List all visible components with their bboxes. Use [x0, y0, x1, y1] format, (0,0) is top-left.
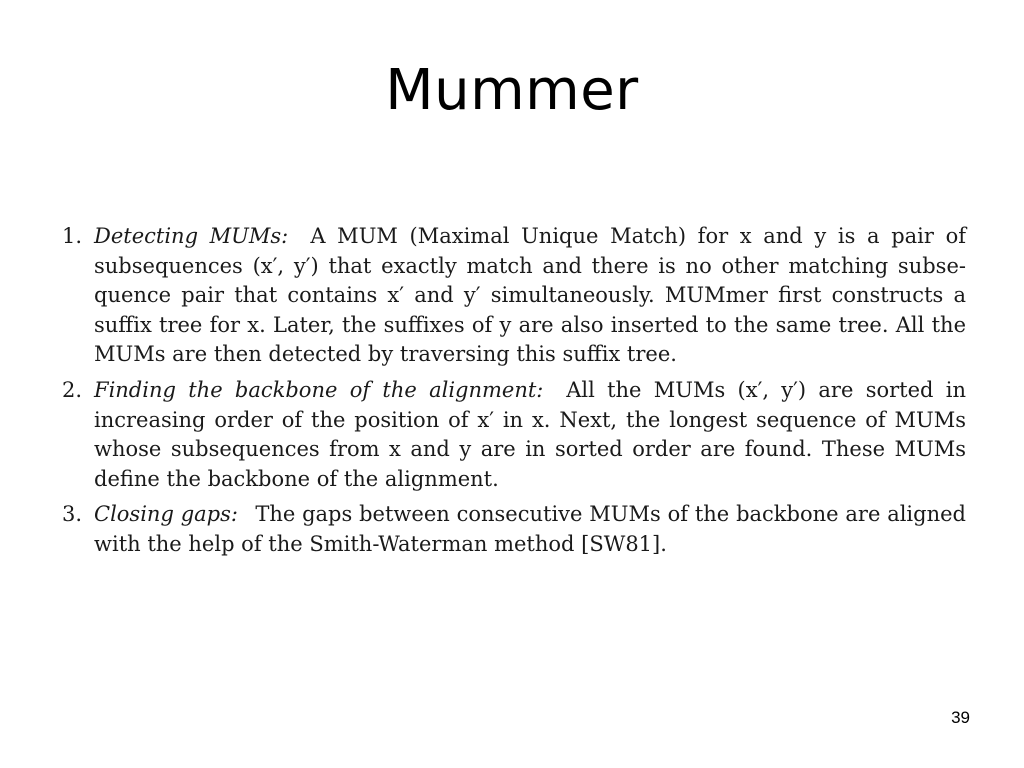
- list-item-number: 1.: [62, 224, 83, 248]
- list-item-heading: Closing gaps:: [94, 502, 249, 527]
- list-item-body: The gaps between consecutive MUMs of the backbone are aligned with the help of the Smith-Waterman method [SW81].: [94, 502, 966, 556]
- list-item-closing-gaps: [62, 500, 966, 559]
- page-number: 39: [951, 708, 970, 727]
- list-item-body: A MUM (Maximal Unique Match) for x and y is a pair of subsequences (x′, y′) that exactly match and there is no other matching subsequence pair that contains x′ and y′ simultaneously. MUMmer first constructs a suffix tree for x. Later, the suffixes of y are also inserted to the same tree. All the MUMs are then detected by traversing this suffix tree.: [94, 224, 966, 367]
- list-item-heading: Finding the backbone of the alignment:: [94, 377, 554, 402]
- numbered-list: [62, 222, 966, 566]
- list-item-number: 2.: [62, 377, 83, 402]
- list-item-heading: Detecting MUMs:: [94, 224, 299, 248]
- slide-title: Mummer: [385, 58, 639, 123]
- list-item-finding-backbone: [62, 376, 966, 494]
- list-item-number: 3.: [62, 502, 83, 527]
- list-item-detecting-mums: [62, 222, 966, 370]
- list-item-body: All the MUMs (x′, y′) are sorted in increasing order of the position of x′ in x. Next, the longest sequence of MUMs whose subsequences from x and y are in sorted order are found. These MUMs define the backbone of the alignment.: [94, 377, 966, 491]
